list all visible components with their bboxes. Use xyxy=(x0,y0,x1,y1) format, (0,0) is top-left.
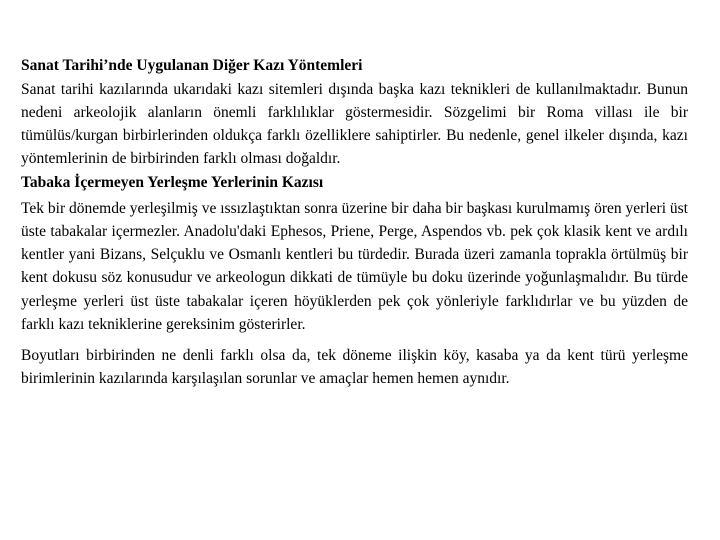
paragraph-non-layered-sites: Tek bir dönemde yerleşilmiş ve ıssızlaştıktan sonra üzerine bir daha bir başkası kurulmamış ören yerleri üst üste tabakalar içermezler. Anadolu'daki Ephesos, Priene, Perge, Aspendos vb. pek çok klasik kent ve ardılı kentler yani Bizans, Selçuklu ve Osmanlı kentleri bu türdedir. Burada üzeri zamanla toprakla örtülmüş bir kent dokusu söz konusudur ve arkeologun dikkati de tümüyle bu doku üzerinde yoğunlaşmalıdır. Bu türde yerleşme yerleri üst üste tabakalar içeren höyüklerden pek çok yönleriyle farklıdırlar ve bu yüzden de farklı kazı tekniklerine gereksinim gösterirler. xyxy=(21,199,688,333)
spacer xyxy=(21,336,688,344)
document-body xyxy=(21,55,688,390)
paragraph-excavation-techniques: Sanat tarihi kazılarında ukarıdaki kazı sitemleri dışında başka kazı teknikleri de kullanılmaktadır. Bunun nedeni arkeolojik alanların önemli farklılıklar göstermesidir. Sözgelimi bir Roma villası ile bir tümülüs/kurgan birbirlerinden oldukça farklı özelliklere sahiptirler. Bu nedenle, genel ilkeler dışında, kazı yöntemlerinin de birbirinden farklı olması doğaldır. xyxy=(21,80,688,168)
section-heading-other-excavation-methods: Sanat Tarihi’nde Uygulanan Diğer Kazı Yöntemleri xyxy=(21,57,363,74)
section-heading-non-layered-settlements: Tabaka İçermeyen Yerleşme Yerlerinin Kazısı xyxy=(21,174,324,192)
paragraph-settlement-units: Boyutları birbirinden ne denli farklı olsa da, tek döneme ilişkin köy, kasaba ya da kent türü yerleşme birimlerinin kazılarında karşılaşılan sorunlar ve amaçlar hemen hemen aynıdır. xyxy=(21,347,688,388)
